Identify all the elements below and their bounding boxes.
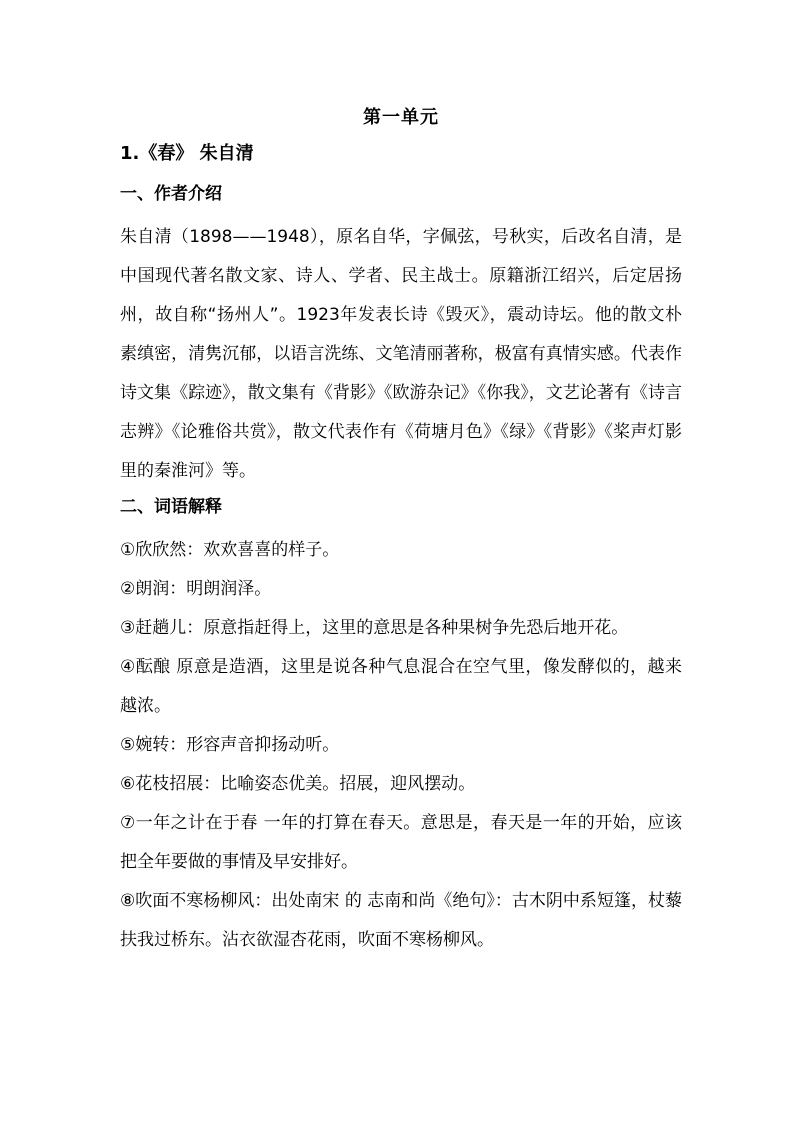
vocabulary-item: ③赶趟儿：原意指赶得上，这里的意思是各种果树争先恐后地开花。: [120, 618, 629, 638]
section-heading-vocabulary: 二、词语解释: [120, 497, 222, 517]
vocabulary-item: ⑦一年之计在于春 一年的打算在春天。意思是，春天是一年的开始，应该把全年要做的事情及早安排好。: [120, 813, 682, 872]
section-heading-author: 一、作者介绍: [120, 184, 222, 204]
vocabulary-list: [120, 531, 682, 960]
vocabulary-item: ⑤婉转：形容声音抑扬动听。: [120, 735, 340, 755]
author-introduction-paragraph: 朱自清（1898——1948），原名自华，字佩弦，号秋实，后改名自清，是中国现代著名散文家、诗人、学者、民主战士。原籍浙江绍兴，后定居扬州，故自称“扬州人”。1923年发表长诗《毁灭》，震动诗坛。他的散文朴素缜密，清隽沉郁，以语言洗练、文笔清丽著称，极富有真情实感。代表作诗文集《踪迹》，散文集有《背影》《欧游杂记》《你我》，文艺论著有《诗言志辨》《论雅俗共赏》，散文代表作有《荷塘月色》《绿》《背影》《桨声灯影里的秦淮河》等。: [120, 227, 682, 481]
vocabulary-item: ④酝酿 原意是造酒，这里是说各种气息混合在空气里，像发酵似的，越来越浓。: [120, 657, 682, 716]
vocabulary-item: ①欣欣然：欢欢喜喜的样子。: [120, 540, 340, 560]
vocabulary-item: ⑧吹面不寒杨柳风：出处南宋 的 志南和尚《绝句》：古木阴中系短篷，杖藜扶我过桥东。沾衣欲湿杏花雨，吹面不寒杨柳风。: [120, 891, 682, 950]
vocabulary-item: ②朗润：明朗润泽。: [120, 579, 272, 599]
vocabulary-item: ⑥花枝招展：比喻姿态优美。招展，迎风摆动。: [120, 774, 476, 794]
lesson-heading: 1.《春》 朱自清: [120, 143, 254, 164]
unit-title: 第一单元: [363, 107, 439, 128]
